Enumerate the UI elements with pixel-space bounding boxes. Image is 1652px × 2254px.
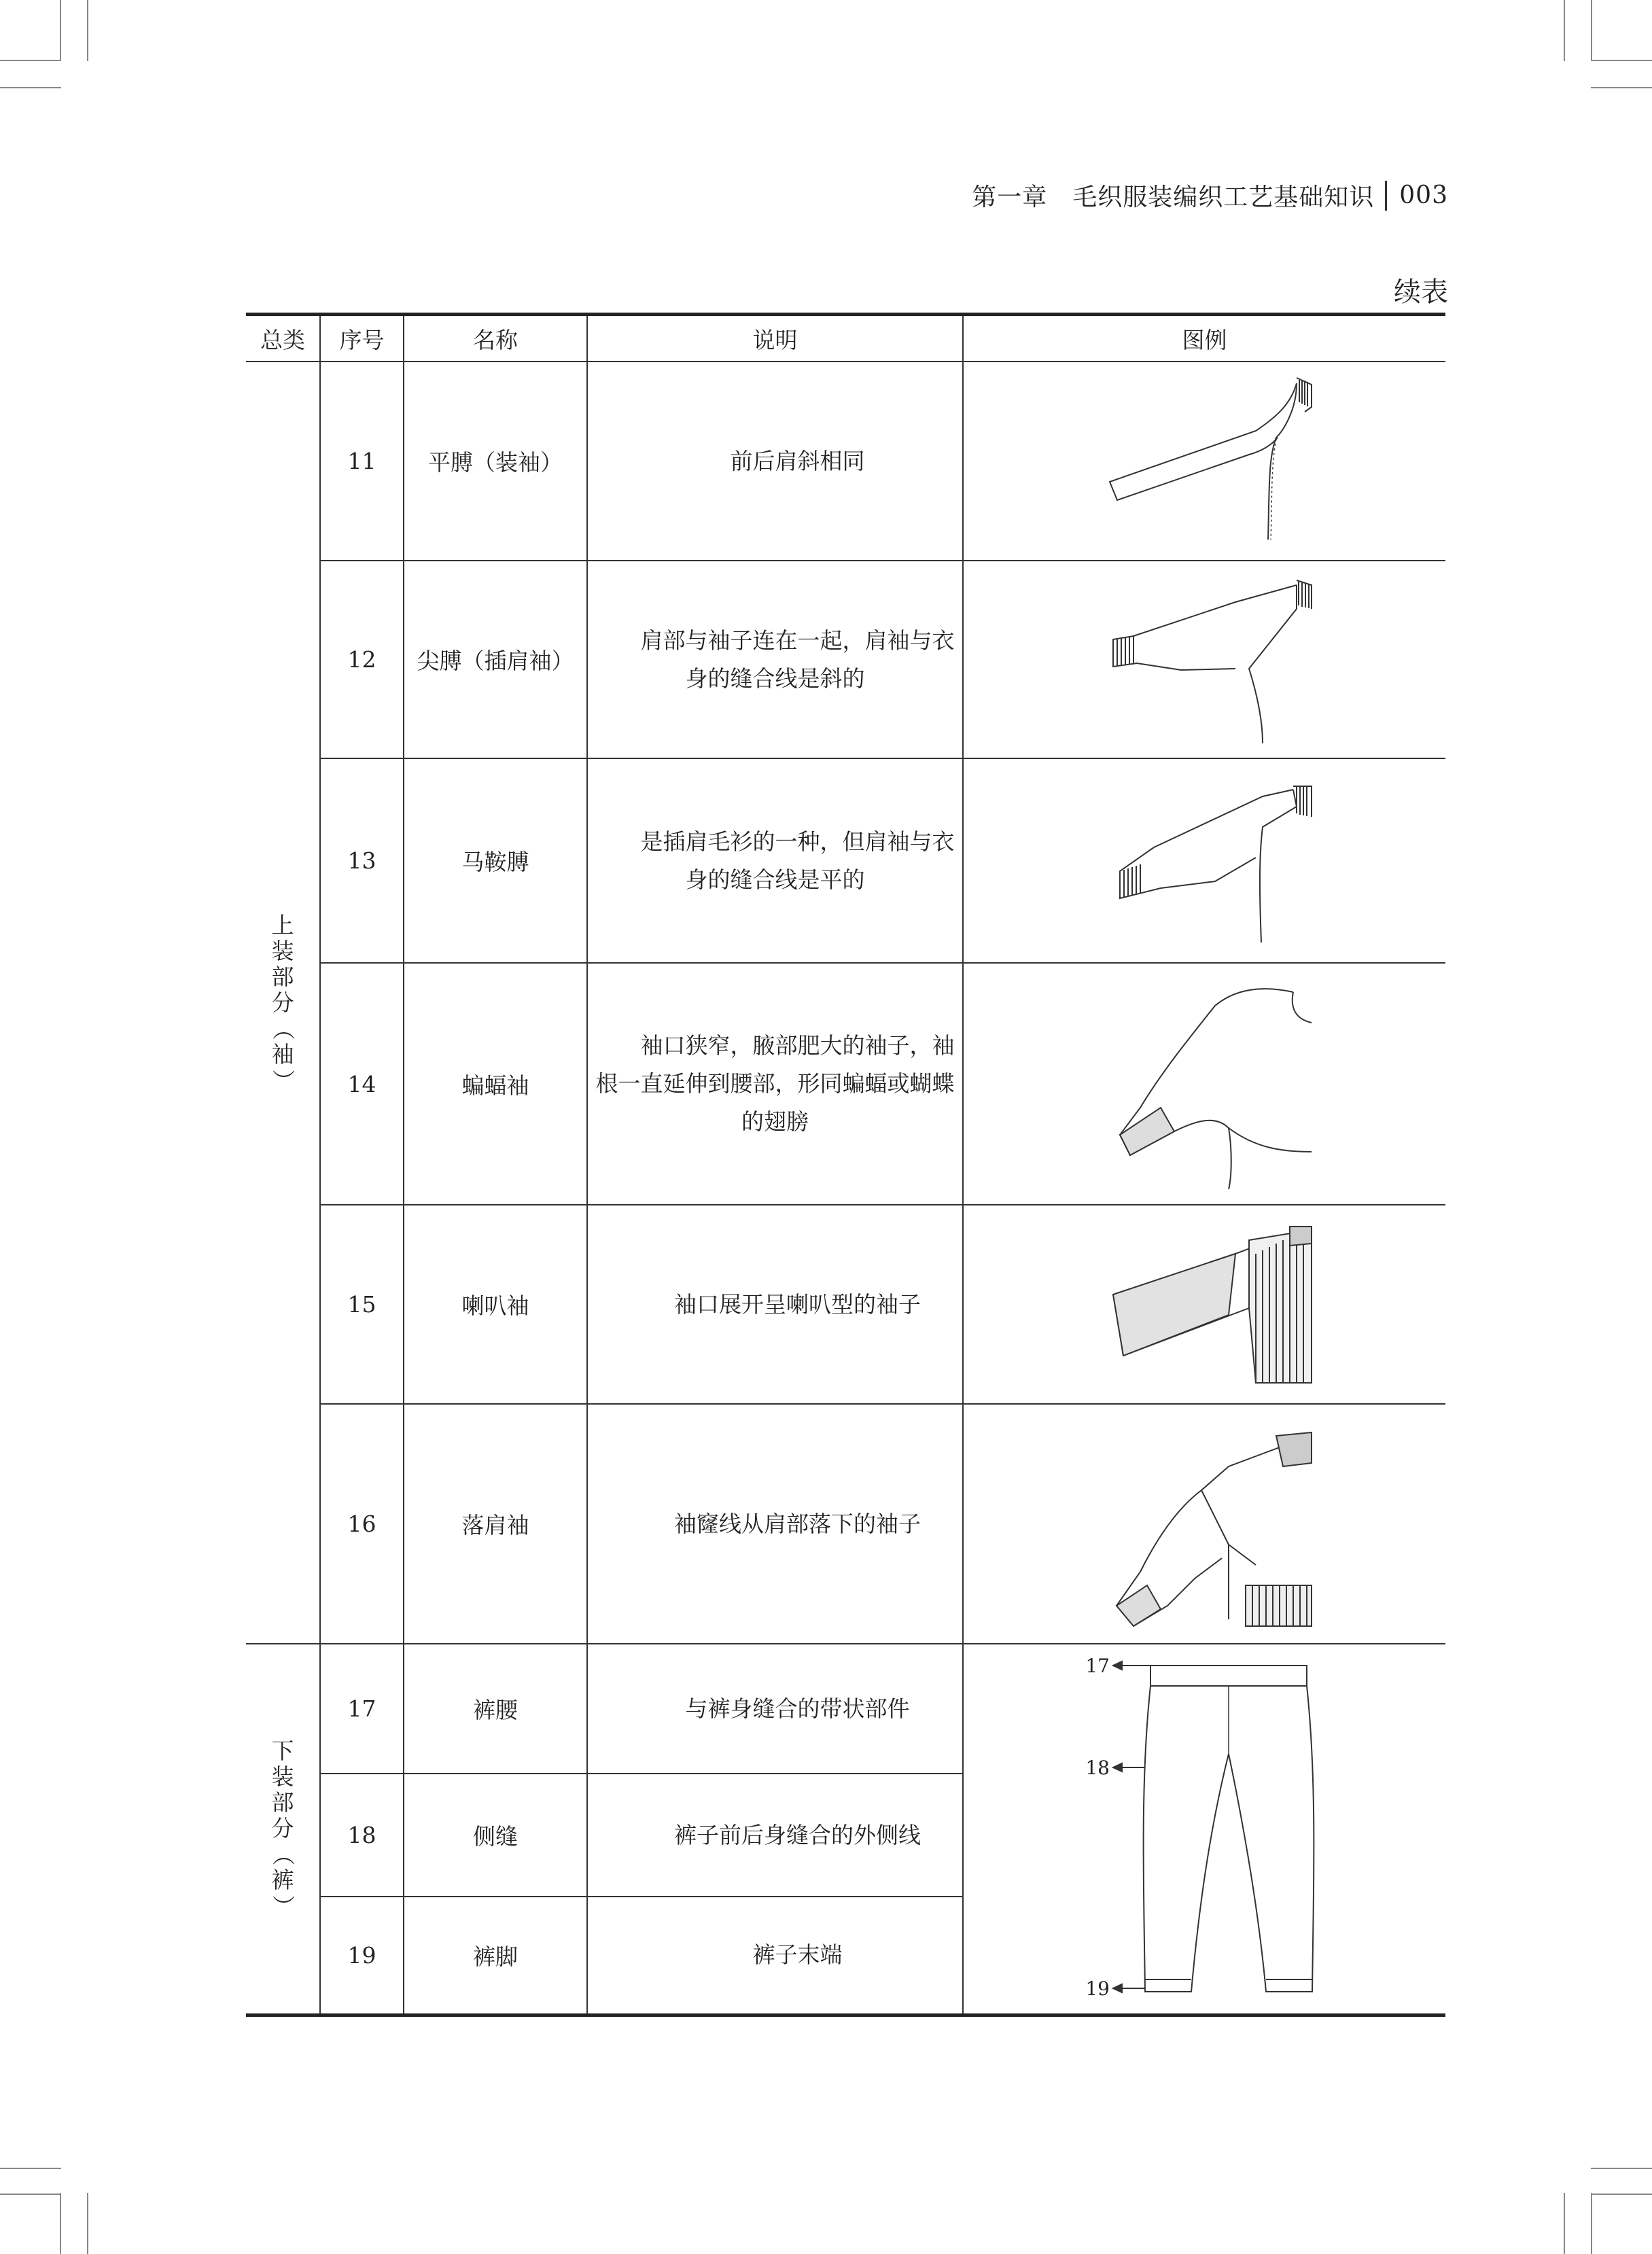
table-row [246,1205,1445,1404]
category-top-sleeves [246,362,320,1644]
row-number: 17 [320,1644,404,1774]
crop-mark [1564,2193,1565,2254]
saddle-shoulder-sweater-icon [1093,766,1317,956]
dropped-shoulder-sweater-icon [1093,1415,1317,1633]
row-name: 裤腰 [404,1644,587,1774]
row-number: 18 [320,1774,404,1897]
row-description: 袖口展开呈喇叭型的袖子 [587,1205,963,1404]
crop-mark [87,2193,88,2254]
row-name: 侧缝 [404,1774,587,1897]
row-description: 裤子末端 [587,1897,963,2015]
crop-mark [1591,60,1652,61]
running-header [972,178,1448,213]
row-name: 蝙蝠袖 [404,963,587,1205]
trousers-diagram-icon [1083,1645,1327,2012]
bell-sleeve-sweater-icon [1093,1213,1317,1396]
row-name: 裤脚 [404,1897,587,2015]
category-char: 分 [271,989,294,1016]
header-number: 序号 [320,315,404,362]
table-header-row [246,315,1445,362]
row-number: 13 [320,758,404,963]
crop-mark [1591,0,1592,61]
row-illustration [963,963,1445,1205]
crop-mark [87,0,88,61]
category-paren: （ [270,1017,296,1040]
row-name: 落肩袖 [404,1404,587,1644]
row-description: 前后肩斜相同 [587,362,963,561]
category-char: 下 [271,1738,294,1765]
crop-mark [0,60,61,61]
row-illustration [963,1644,1445,2015]
row-illustration [963,362,1445,561]
header-illustration: 图例 [963,315,1445,362]
crop-mark [0,2194,61,2195]
batwing-sleeve-sweater-icon [1093,972,1317,1196]
chapter-title: 第一章 毛织服装编织工艺基础知识 [972,183,1375,211]
category-char: 上 [271,911,294,938]
sleeve-trouser-terms-table [246,313,1445,2017]
row-name: 尖膊（插肩袖） [404,561,587,758]
set-in-sleeve-sweater-icon [1093,370,1317,553]
category-bottom-trousers [246,1644,320,2015]
header-divider [1385,181,1387,211]
row-description: 裤子前后身缝合的外侧线 [587,1774,963,1897]
row-number: 16 [320,1404,404,1644]
row-illustration [963,758,1445,963]
row-description: 与裤身缝合的带状部件 [587,1644,963,1774]
table-row [246,561,1445,758]
category-char: 部 [271,963,294,990]
row-illustration [963,1404,1445,1644]
category-paren: （ [270,1843,296,1866]
crop-mark [1591,2168,1652,2169]
category-paren: ） [270,1895,296,1918]
crop-mark [1591,87,1652,88]
row-illustration [963,1205,1445,1404]
category-char: 装 [271,1763,294,1791]
trousers-label: 17 [1085,1655,1110,1678]
crop-mark [0,2168,61,2169]
row-number: 11 [320,362,404,561]
category-char: 裤 [271,1867,294,1894]
row-description: 是插肩毛衫的一种，但肩袖与衣身的缝合线是平的 [587,758,963,963]
crop-mark [1564,0,1565,61]
category-char: 装 [271,937,294,964]
page-number: 003 [1399,181,1448,209]
row-name: 平膊（装袖） [404,362,587,561]
continued-label: 续表 [1394,277,1448,308]
category-char: 袖 [271,1040,294,1068]
row-number: 12 [320,561,404,758]
row-name: 喇叭袖 [404,1205,587,1404]
trousers-label: 18 [1085,1757,1110,1780]
raglan-sleeve-sweater-icon [1093,568,1317,752]
header-name: 名称 [404,315,587,362]
row-number: 15 [320,1205,404,1404]
row-illustration [963,561,1445,758]
header-category: 总类 [246,315,320,362]
row-description: 袖口狭窄，腋部肥大的袖子，袖根一直延伸到腰部，形同蝙蝠或蝴蝶的翅膀 [587,963,963,1205]
table-row [246,758,1445,963]
table-row [246,1644,1445,1774]
category-char: 分 [271,1815,294,1842]
table-row [246,362,1445,561]
trousers-label: 19 [1085,1977,1110,2001]
crop-mark [1591,2194,1652,2195]
category-char: 部 [271,1789,294,1816]
crop-mark [1591,2193,1592,2254]
crop-mark [0,87,61,88]
row-name: 马鞍膊 [404,758,587,963]
category-paren: ） [270,1069,296,1091]
row-description: 肩部与袖子连在一起，肩袖与衣身的缝合线是斜的 [587,561,963,758]
crop-mark [60,2193,61,2254]
row-description: 袖窿线从肩部落下的袖子 [587,1404,963,1644]
table-row [246,963,1445,1205]
crop-mark [60,0,61,61]
header-description: 说明 [587,315,963,362]
row-number: 14 [320,963,404,1205]
table-row [246,1404,1445,1644]
row-number: 19 [320,1897,404,2015]
